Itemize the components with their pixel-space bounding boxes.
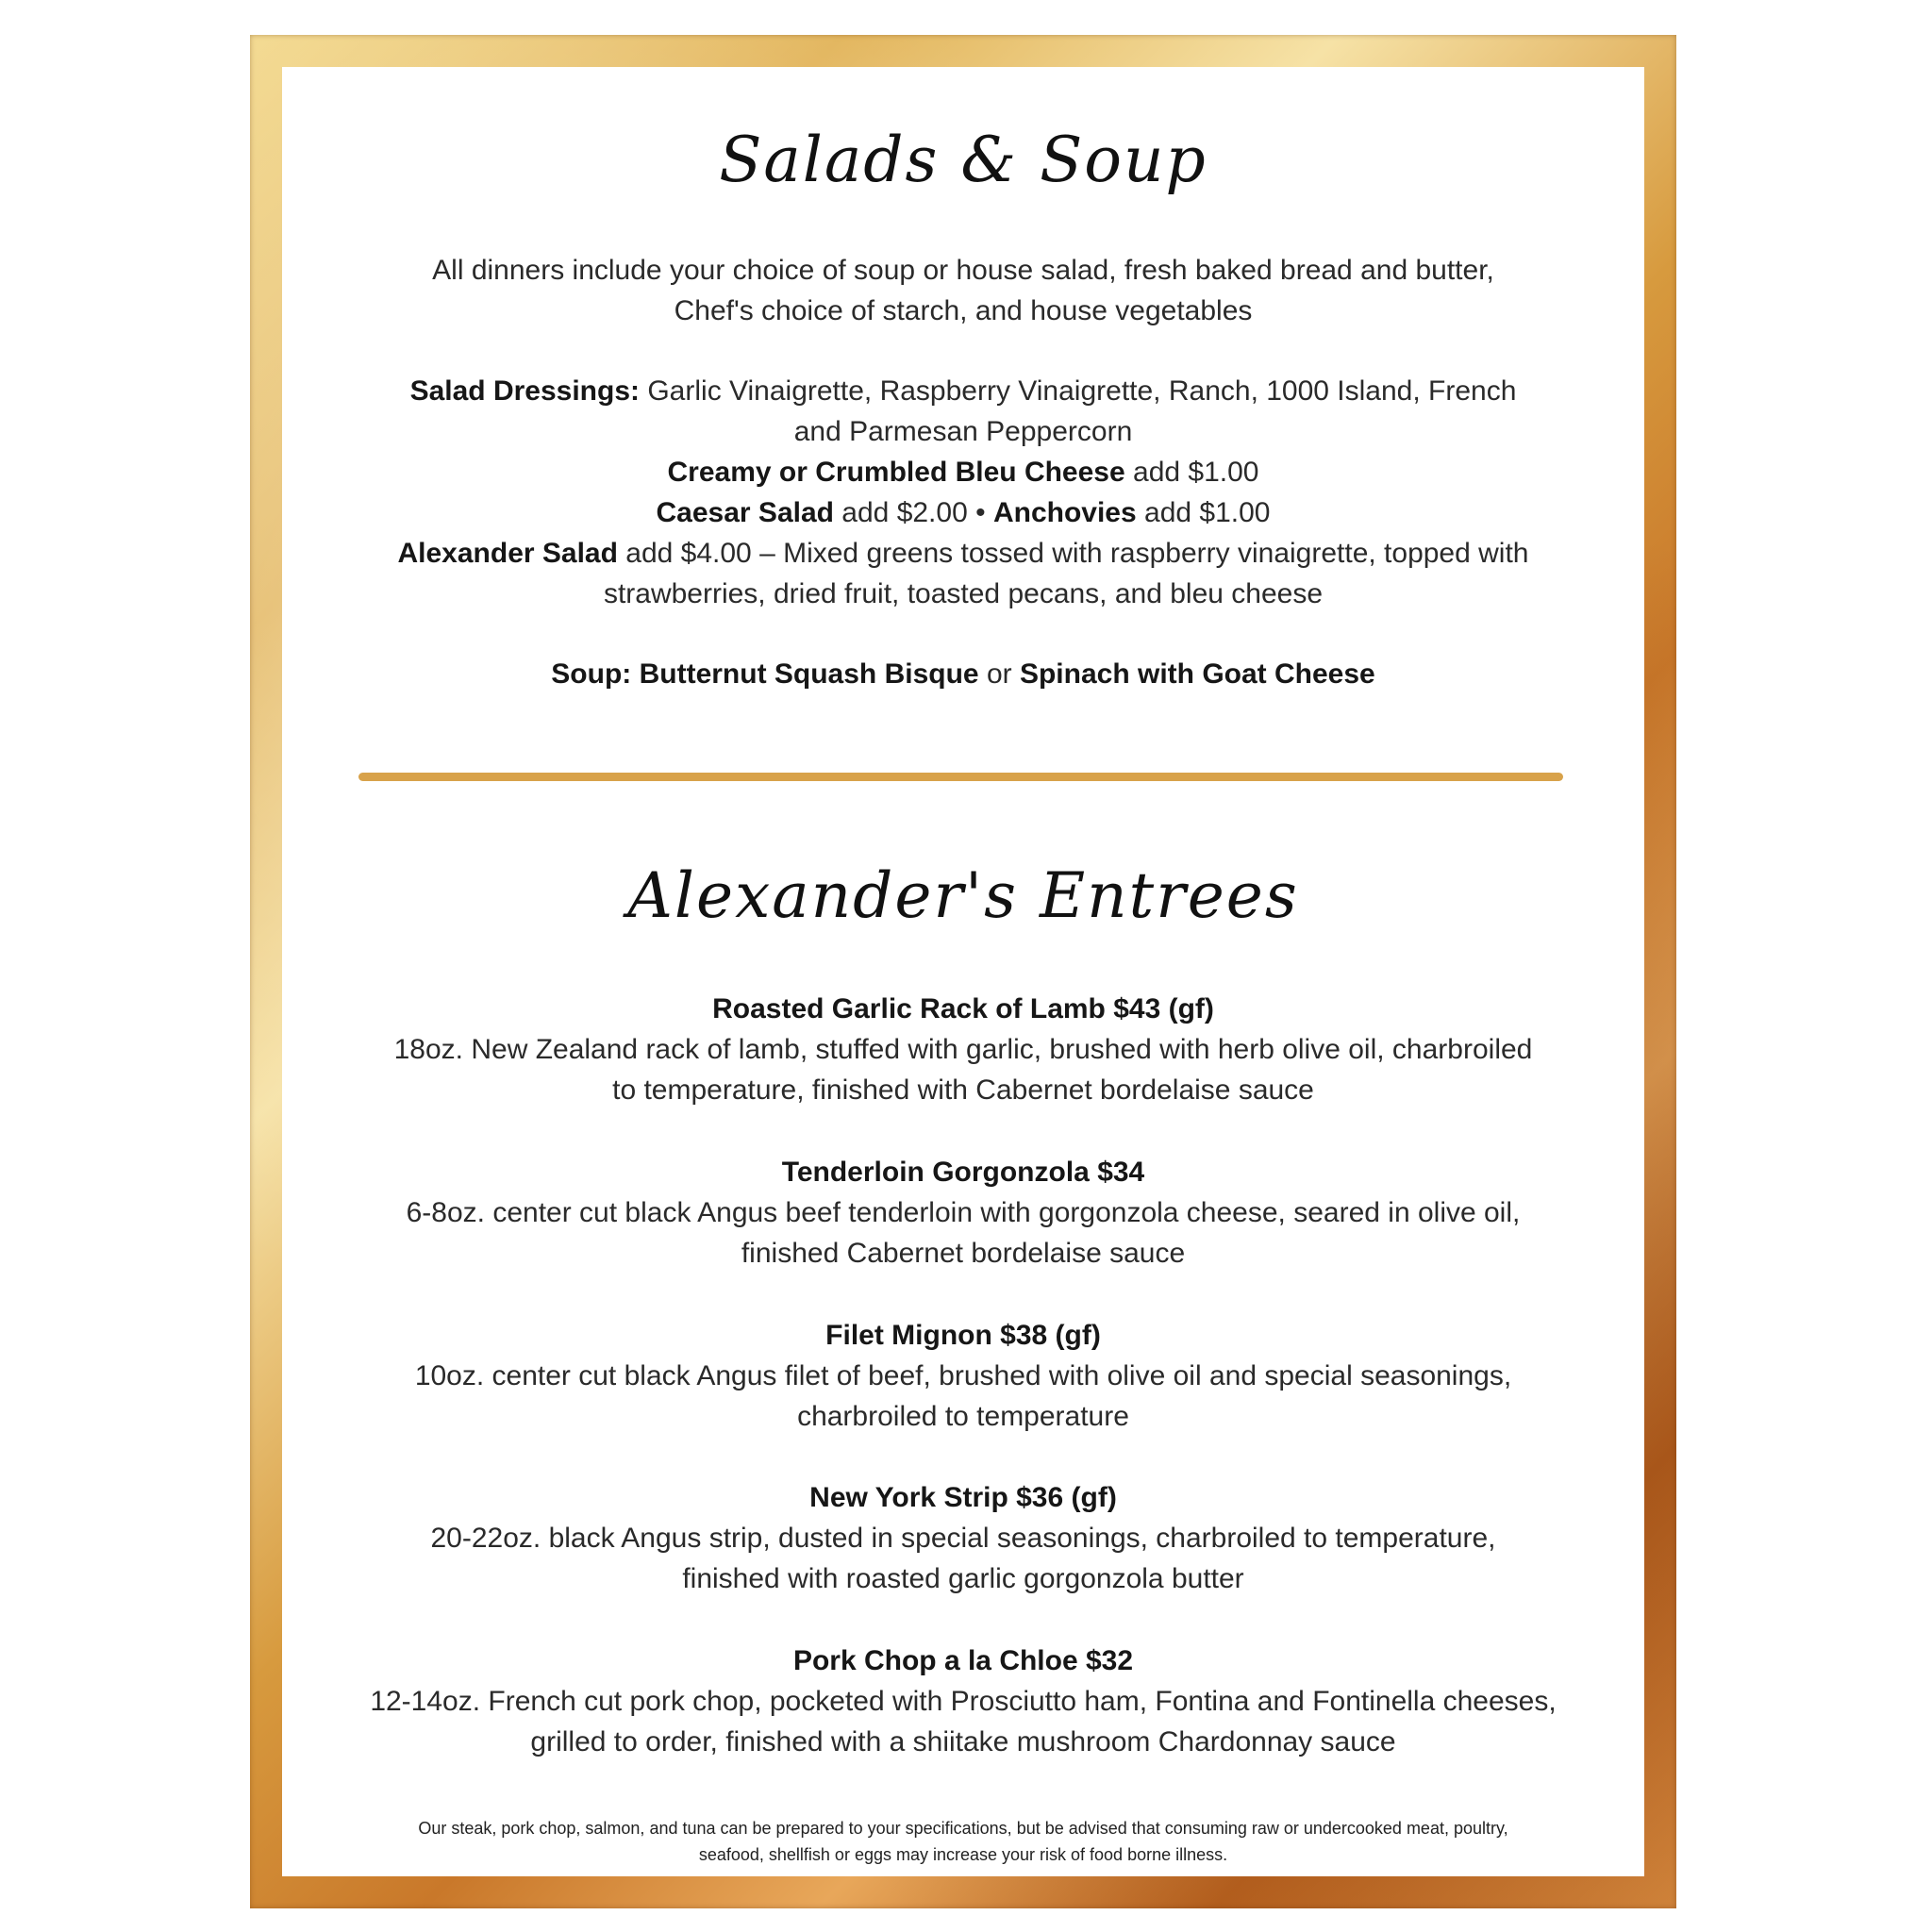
entree-item: [301, 1477, 1625, 1599]
disclaimer-line-1: Our steak, pork chop, salmon, and tuna can be prepared to your specifications, but be advised that consuming raw or undercooked meat, poultry,: [418, 1819, 1508, 1838]
dressings-label: Salad Dressings:: [409, 375, 641, 407]
entree-item: [301, 1315, 1625, 1437]
alexander-salad-label: Alexander Salad: [397, 538, 618, 569]
dressings-line-1: [320, 371, 1607, 411]
entree-desc-line: 6-8oz. center cut black Angus beef tenderloin with gorgonzola cheese, seared in olive oil,: [406, 1197, 1521, 1228]
soup-options: [320, 654, 1607, 694]
entree-desc-line: grilled to order, finished with a shiitake mushroom Chardonnay sauce: [530, 1726, 1396, 1757]
entree-name: Filet Mignon $38 (gf): [825, 1320, 1101, 1351]
alexander-salad-line-1: [320, 533, 1607, 574]
soup-line: [320, 654, 1607, 694]
entree-desc-line: finished Cabernet bordelaise sauce: [741, 1238, 1186, 1269]
intro-line-1: All dinners include your choice of soup or house salad, fresh baked bread and butter,: [432, 255, 1494, 286]
dressings-text: Garlic Vinaigrette, Raspberry Vinaigrette, Ranch, 1000 Island, French: [640, 375, 1517, 407]
entree-desc-line: 20-22oz. black Angus strip, dusted in special seasonings, charbroiled to temperature,: [430, 1523, 1496, 1554]
intro-line-2: Chef's choice of starch, and house vegetables: [674, 295, 1253, 326]
soup-option-2: Spinach with Goat Cheese: [1019, 658, 1375, 690]
gold-foil-frame: [250, 35, 1676, 1908]
alexander-salad-text: add $4.00 – Mixed greens tossed with raspberry vinaigrette, topped with: [617, 538, 1529, 569]
entree-name: Pork Chop a la Chloe $32: [792, 1645, 1134, 1676]
entree-item: [301, 1641, 1625, 1762]
bleu-cheese-line: [320, 452, 1607, 492]
disclaimer-line-2: seafood, shellfish or eggs may increase your risk of food borne illness.: [698, 1845, 1228, 1864]
soup-label: Soup: Butternut Squash Bisque: [551, 658, 979, 690]
caesar-label: Caesar Salad: [656, 497, 834, 528]
bleu-cheese-price: add $1.00: [1124, 457, 1259, 488]
intro-text: [320, 250, 1607, 331]
caesar-line: [320, 492, 1607, 533]
entree-desc-line: finished with roasted garlic gorgonzola butter: [682, 1563, 1244, 1594]
section-divider: [358, 773, 1563, 781]
entree-name: New York Strip $36 (gf): [809, 1482, 1117, 1513]
anchovies-price: add $1.00: [1136, 497, 1271, 528]
dressings-section: [320, 371, 1607, 614]
anchovies-label: Anchovies: [992, 497, 1137, 528]
entree-item: [301, 989, 1625, 1110]
soup-or: or: [978, 658, 1020, 690]
dressings-line-2: and Parmesan Peppercorn: [793, 416, 1133, 447]
caesar-price: add $2.00 •: [833, 497, 993, 528]
salads-soup-heading: Salads & Soup: [719, 124, 1208, 196]
bleu-cheese-label: Creamy or Crumbled Bleu Cheese: [667, 457, 1125, 488]
entree-desc-line: to temperature, finished with Cabernet bordelaise sauce: [612, 1074, 1314, 1106]
entree-desc-line: 10oz. center cut black Angus filet of beef, brushed with olive oil and special seasonings,: [414, 1360, 1512, 1391]
alexander-salad-line-2: strawberries, dried fruit, toasted pecans, and bleu cheese: [603, 578, 1324, 609]
menu-page: [282, 67, 1644, 1876]
entree-name: Tenderloin Gorgonzola $34: [781, 1157, 1145, 1188]
entree-desc-line: charbroiled to temperature: [797, 1401, 1129, 1432]
entree-desc-line: 12-14oz. French cut pork chop, pocketed with Prosciutto ham, Fontina and Fontinella cheeses,: [370, 1686, 1557, 1717]
entrees-heading: Alexander's Entrees: [627, 859, 1299, 932]
entree-item: [301, 1152, 1625, 1274]
entree-name: Roasted Garlic Rack of Lamb $43 (gf): [712, 993, 1214, 1024]
food-safety-disclaimer: [320, 1815, 1607, 1868]
entree-desc-line: 18oz. New Zealand rack of lamb, stuffed with garlic, brushed with herb olive oil, charbroiled: [393, 1034, 1533, 1065]
